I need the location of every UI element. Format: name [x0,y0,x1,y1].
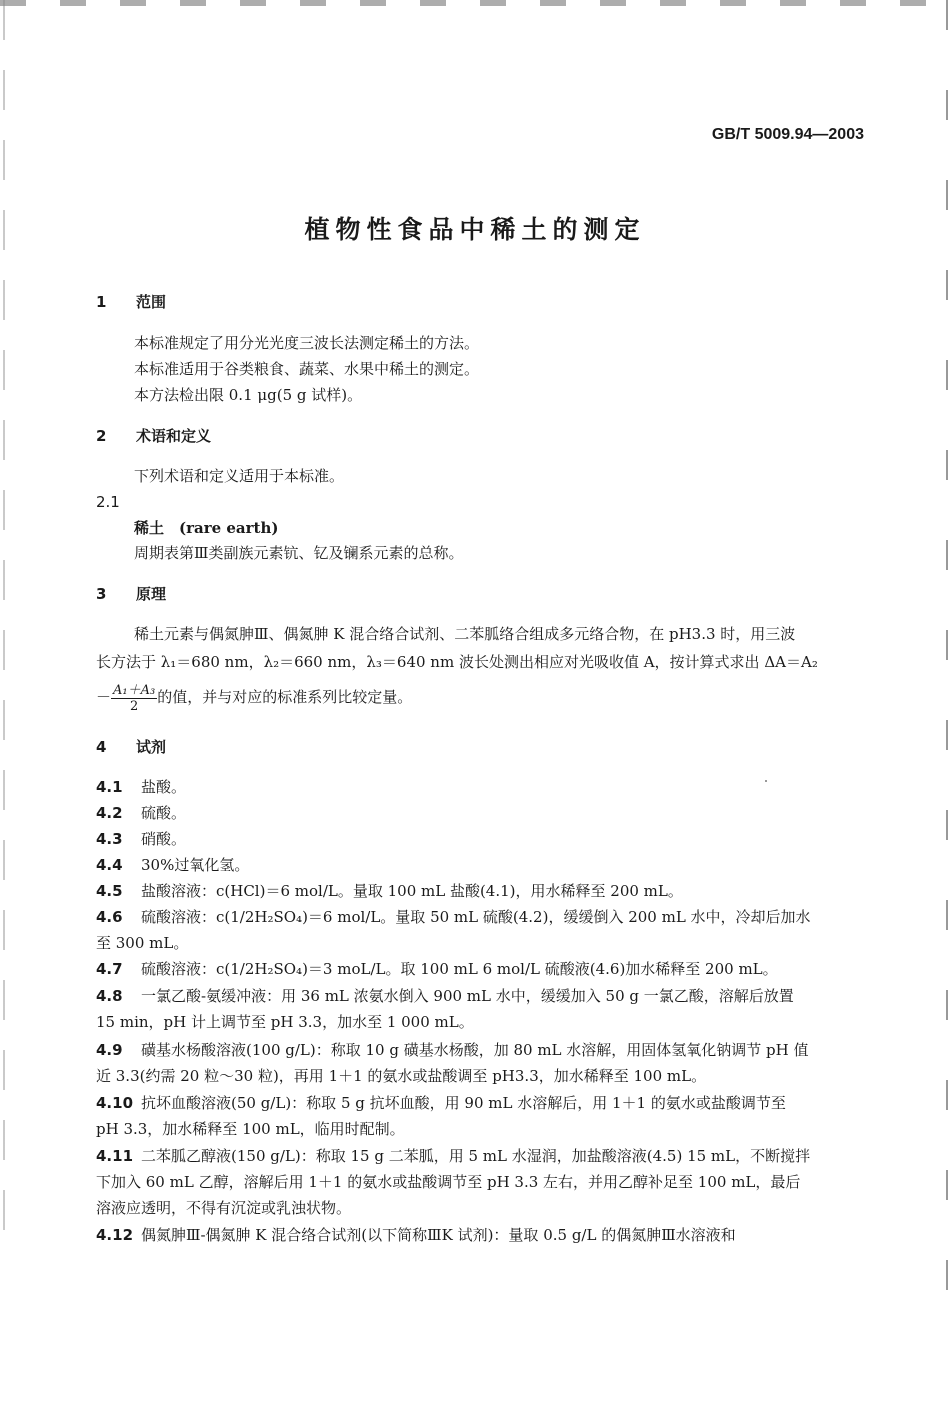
subsection-number: 2.1 [96,493,120,511]
list-item-continuation: pH 3.3，加水稀释至 100 mL，临用时配制。 [96,1120,405,1138]
section-title: 试剂 [136,738,167,756]
fraction-denominator: 2 [129,698,139,714]
paragraph-line: 长方法于 λ₁＝680 nm，λ₂＝660 nm，λ₃＝640 nm 波长处测出相应对光吸收值 A，按计算式求出 ΔA＝A₂ [96,653,818,671]
section-number: 1 [96,293,107,311]
section-title: 原理 [136,585,167,603]
paragraph-line [96,680,412,714]
list-item: 4.2 硫酸。 [96,804,187,822]
list-item: 4.12 偶氮胂Ⅲ-偶氮胂 K 混合络合试剂(以下简称ⅢK 试剂)：量取 0.5 g/L 的偶氮胂Ⅲ水溶液和 [96,1226,736,1244]
scan-border-top [0,0,950,6]
list-item-continuation: 溶液应透明，不得有沉淀或乳浊状物。 [96,1199,352,1217]
standard-number: GB/T 5009.94—2003 [711,126,864,143]
list-item-continuation: 下加入 60 mL 乙醇，溶解后用 1＋1 的氨水或盐酸调节至 pH 3.3 左右，并用乙醇补足至 100 mL，最后 [96,1173,801,1191]
section-2-heading [96,426,211,446]
list-item-continuation: 15 min，pH 计上调节至 pH 3.3，加水至 1 000 mL。 [96,1013,474,1031]
paragraph-line: 稀土元素与偶氮胂Ⅲ、偶氮胂 K 混合络合试剂、二苯胍络合组成多元络合物，在 pH3.3 时，用三波 [134,625,796,643]
list-item: 4.4 30%过氧化氢。 [96,856,250,874]
scan-border-right [946,0,948,1300]
scan-border-left [3,0,5,1260]
definition: 周期表第Ⅲ类副族元素钪、钇及镧系元素的总称。 [134,544,464,562]
paragraph: 下列术语和定义适用于本标准。 [134,467,345,485]
fraction-numerator: A₁＋A₃ [113,682,156,698]
list-item: 4.3 硝酸。 [96,830,187,848]
section-title: 术语和定义 [136,427,212,445]
list-item: 4.1 盐酸。 [96,778,187,796]
paragraph: 本标准规定了用分光光度三波长法测定稀土的方法。 [134,334,480,352]
list-item: 4.9 磺基水杨酸溶液(100 g/L)：称取 10 g 磺基水杨酸，加 80 mL 水溶解，用固体氢氧化钠调节 pH 值 [96,1041,809,1059]
list-item: 4.7 硫酸溶液：c(1/2H₂SO₄)＝3 moL/L。取 100 mL 6 mol/L 硫酸液(4.6)加水稀释至 200 mL。 [96,960,778,978]
paragraph: 本标准适用于谷类粮食、蔬菜、水果中稀土的测定。 [134,360,480,378]
list-item: 4.11 二苯胍乙醇液(150 g/L)：称取 15 g 二苯胍，用 5 mL 水湿润，加盐酸溶液(4.5) 15 mL，不断搅拌 [96,1147,811,1165]
paragraph: 本方法检出限 0.1 μg(5 g 试样)。 [134,386,363,404]
scan-speck [765,780,767,782]
list-item: 4.8 一氯乙酸-氨缓冲液：用 36 mL 浓氨水倒入 900 mL 水中，缓缓加入 50 g 一氯乙酸，溶解后放置 [96,987,794,1005]
list-item-continuation: 近 3.3(约需 20 粒～30 粒)，再用 1＋1 的氨水或盐酸调至 pH3.3，加水稀释至 100 mL。 [96,1067,707,1085]
page-title: 植物性食品中稀土的测定 [304,215,646,244]
section-title: 范围 [136,293,167,311]
fraction [111,683,157,714]
list-item-continuation: 至 300 mL。 [96,934,189,952]
list-item: 4.5 盐酸溶液：c(HCl)＝6 mol/L。量取 100 mL 盐酸(4.1)，用水稀释至 200 mL。 [96,882,683,900]
section-number: 2 [96,427,107,445]
section-number: 3 [96,585,107,603]
section-3-heading [96,584,166,604]
section-4-heading [96,737,166,757]
list-item: 4.6 硫酸溶液：c(1/2H₂SO₄)＝6 mol/L。量取 50 mL 硫酸(4.2)，缓缓倒入 200 mL 水中，冷却后加水 [96,908,811,926]
text: 的值，并与对应的标准系列比较定量。 [157,688,413,706]
section-number: 4 [96,738,107,756]
section-1-heading [96,292,166,312]
list-item: 4.10 抗坏血酸溶液(50 g/L)：称取 5 g 抗坏血酸，用 90 mL 水溶解后，用 1＋1 的氨水或盐酸调节至 [96,1094,786,1112]
term: 稀土 (rare earth) [134,519,279,537]
minus-sign: － [96,688,112,706]
